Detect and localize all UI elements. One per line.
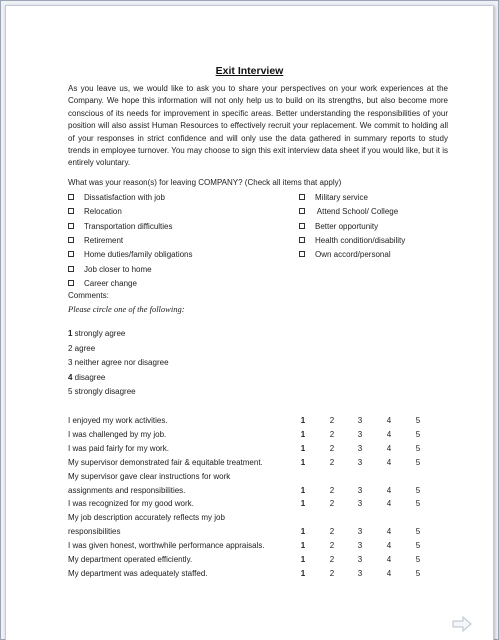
document-page: [5, 5, 494, 640]
rating-option-4[interactable]: 4: [386, 555, 392, 564]
reason-checkbox-right[interactable]: [299, 236, 405, 246]
checkbox[interactable]: [299, 223, 305, 229]
checkbox-label: Own accord/personal: [315, 250, 391, 260]
statement-text: I was given honest, worthwhile performance appraisals.: [68, 541, 265, 551]
rating-option-3[interactable]: 3: [357, 429, 363, 439]
rating-option-5[interactable]: 5: [415, 555, 421, 564]
checkbox[interactable]: [299, 237, 305, 243]
rating-option-1[interactable]: 1: [300, 416, 306, 425]
rating-option-5[interactable]: 5: [415, 541, 421, 551]
statement-text: I enjoyed my work activities.: [68, 416, 168, 425]
rating-option-4[interactable]: 4: [386, 568, 392, 578]
statement-text: responsibilities: [68, 527, 121, 537]
statement-text: I was paid fairly for my work.: [68, 443, 169, 453]
rating-option-2[interactable]: 2: [329, 499, 335, 509]
statement-text: assignments and responsibilities.: [68, 485, 186, 495]
rating-option-5[interactable]: 5: [415, 429, 421, 439]
rating-option-3[interactable]: 3: [357, 443, 363, 453]
scale-option: [68, 329, 125, 339]
scale-label: agree: [72, 343, 96, 353]
rating-option-5[interactable]: 5: [415, 527, 421, 537]
rating-option-2[interactable]: 2: [329, 443, 335, 453]
rating-option-5[interactable]: 5: [415, 485, 421, 495]
checkbox-label: Job closer to home: [84, 264, 152, 274]
scale-label: neither agree nor disagree: [72, 358, 169, 368]
rating-option-2[interactable]: 2: [329, 429, 335, 439]
checkbox-label: Retirement: [84, 235, 124, 245]
reason-checkbox-right[interactable]: [299, 207, 398, 217]
rating-option-4[interactable]: 4: [386, 416, 392, 425]
reason-checkbox-left[interactable]: [68, 193, 165, 203]
statement-text: My supervisor demonstrated fair & equitable treatment.: [68, 457, 263, 467]
checkbox[interactable]: [68, 251, 74, 257]
checkbox[interactable]: [68, 266, 74, 272]
rating-option-2[interactable]: 2: [329, 527, 335, 537]
reason-checkbox-left[interactable]: [68, 222, 173, 232]
reason-checkbox-left[interactable]: [68, 250, 193, 260]
rating-option-2[interactable]: 2: [329, 555, 335, 564]
rating-option-5[interactable]: 5: [415, 568, 421, 578]
rating-option-5[interactable]: 5: [415, 499, 421, 509]
scale-number: 4: [68, 372, 73, 382]
checkbox[interactable]: [299, 251, 305, 257]
scale-label: strongly agree: [72, 329, 126, 338]
checkbox[interactable]: [68, 223, 74, 229]
checkbox[interactable]: [68, 237, 74, 243]
scale-number: 1: [68, 329, 73, 338]
checkbox-label: Transportation difficulties: [84, 221, 173, 231]
rating-option-1[interactable]: 1: [300, 568, 306, 578]
rating-option-4[interactable]: 4: [386, 443, 392, 453]
rating-option-2[interactable]: 2: [329, 416, 335, 425]
rating-option-3[interactable]: 3: [357, 416, 363, 425]
rating-option-1[interactable]: 1: [300, 499, 306, 509]
rating-option-2[interactable]: 2: [329, 541, 335, 551]
rating-option-1[interactable]: 1: [300, 457, 306, 467]
rating-option-5[interactable]: 5: [415, 416, 421, 425]
statement-text: My job description accurately reflects my job: [68, 513, 225, 523]
comments-label: Comments:: [68, 291, 109, 300]
checkbox[interactable]: [299, 208, 305, 214]
rating-option-4[interactable]: 4: [386, 527, 392, 537]
scale-number: 2: [68, 343, 73, 353]
rating-option-1[interactable]: 1: [300, 485, 306, 495]
checkbox-label: Attend School/ College: [315, 207, 399, 217]
scale-number: 3: [68, 358, 73, 368]
reasons-question: What was your reason(s) for leaving COMPANY? (Check all items that apply): [68, 178, 342, 187]
checkbox[interactable]: [68, 208, 74, 214]
reason-checkbox-left[interactable]: [68, 207, 122, 217]
reason-checkbox-left[interactable]: [68, 236, 123, 246]
rating-option-3[interactable]: 3: [357, 568, 363, 578]
checkbox-label: Health condition/disability: [315, 235, 406, 245]
reason-checkbox-right[interactable]: [299, 250, 391, 260]
checkbox[interactable]: [68, 194, 74, 200]
reason-checkbox-right[interactable]: [299, 193, 368, 203]
statement-text: I was challenged by my job.: [68, 429, 167, 439]
scale-label: disagree: [72, 372, 106, 382]
rating-option-3[interactable]: 3: [357, 527, 363, 537]
next-page-arrow-icon[interactable]: [451, 616, 473, 632]
scale-number: 5: [68, 387, 73, 397]
scale-label: strongly disagree: [72, 387, 136, 397]
rating-option-5[interactable]: 5: [415, 457, 421, 467]
rating-option-1[interactable]: 1: [300, 429, 306, 439]
circle-instruction: Please circle one of the following:: [68, 304, 185, 314]
checkbox[interactable]: [299, 194, 305, 200]
statement-text: My department operated efficiently.: [68, 555, 193, 564]
checkbox-label: Home duties/family obligations: [84, 250, 193, 260]
rating-option-4[interactable]: 4: [386, 457, 392, 467]
rating-option-1[interactable]: 1: [300, 541, 306, 551]
rating-option-1[interactable]: 1: [300, 527, 306, 537]
rating-option-5[interactable]: 5: [415, 443, 421, 453]
checkbox-label: Better opportunity: [315, 221, 379, 231]
checkbox-label: Relocation: [84, 207, 122, 217]
rating-option-4[interactable]: 4: [386, 541, 392, 551]
statement-text: My department was adequately staffed.: [68, 568, 208, 578]
scale-option: [68, 358, 169, 368]
rating-option-3[interactable]: 3: [357, 541, 363, 551]
rating-option-3[interactable]: 3: [357, 485, 363, 495]
checkbox-label: Military service: [315, 193, 368, 202]
rating-option-4[interactable]: 4: [386, 499, 392, 509]
checkbox-label: Dissatisfaction with job: [84, 193, 165, 202]
rating-option-4[interactable]: 4: [386, 485, 392, 495]
rating-option-3[interactable]: 3: [357, 499, 363, 509]
intro-paragraph: As you leave us, we would like to ask you to share your perspectives on your work experiences at the Company. We hope this information will not only help us to build on its strengths, but also become more conscious of its needs for improvement in specific areas. Better understanding the responsibilities of your position will also assist Human Resources to effectively recruit your replacement. We commit to holding all of your responses in strict confidence and will only use the data gathered in summary reports to study trends in employee turnover. You may choose to sign this exit interview data sheet if you would like, but it is entirely voluntary.: [68, 84, 448, 168]
checkbox-label: Career change: [84, 278, 137, 288]
rating-option-1[interactable]: 1: [300, 443, 306, 453]
statement-text: I was recognized for my good work.: [68, 499, 194, 509]
reason-checkbox-left[interactable]: [68, 265, 152, 275]
rating-option-1[interactable]: 1: [300, 555, 306, 564]
rating-option-3[interactable]: 3: [357, 457, 363, 467]
rating-option-2[interactable]: 2: [329, 568, 335, 578]
rating-option-2[interactable]: 2: [329, 485, 335, 495]
scale-option: [68, 373, 105, 383]
reason-checkbox-left[interactable]: [68, 279, 137, 289]
scale-option: [68, 344, 95, 354]
page-title: Exit Interview: [215, 65, 284, 77]
scale-option: [68, 387, 136, 397]
checkbox[interactable]: [68, 280, 74, 286]
rating-option-4[interactable]: 4: [386, 429, 392, 439]
rating-option-3[interactable]: 3: [357, 555, 363, 564]
rating-option-2[interactable]: 2: [329, 457, 335, 467]
statement-text: My supervisor gave clear instructions for work: [68, 471, 231, 481]
reason-checkbox-right[interactable]: [299, 222, 378, 232]
